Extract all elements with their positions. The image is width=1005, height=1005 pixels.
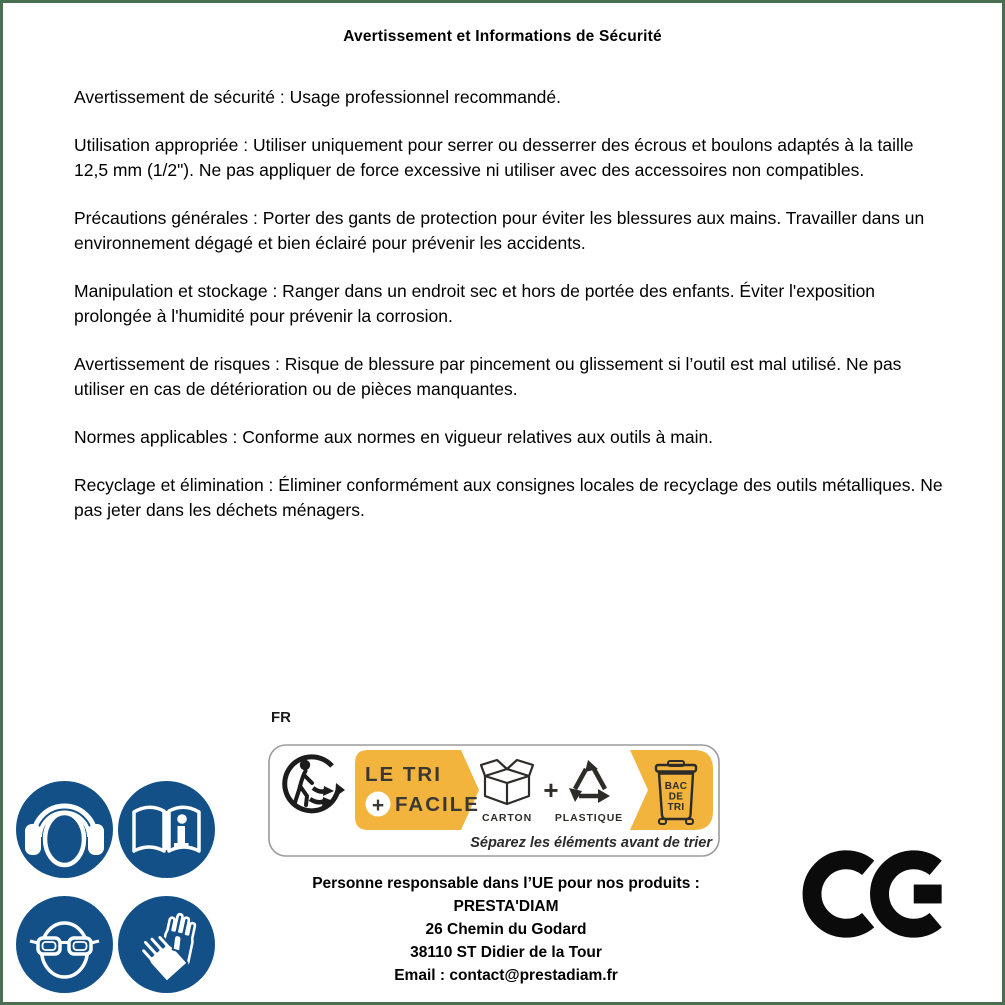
wear-eye-protection-icon xyxy=(16,896,113,993)
info-tri-recycling-label xyxy=(268,744,720,857)
safety-paragraph: Normes applicables : Conforme aux normes en vigueur relatives aux outils à main. xyxy=(74,427,714,447)
email-line: Email : contact@prestadiam.fr xyxy=(394,967,618,984)
address-line: 26 Chemin du Godard xyxy=(425,921,587,938)
responsible-person-block xyxy=(256,872,756,987)
sorting-instruction: Séparez les éléments avant de trier xyxy=(470,835,712,851)
safety-paragraph: Avertissement de risques : Risque de blessure par pincement ou glissement si l’outil est mal utilisé. Ne pas utiliser en cas de détérioration ou de pièces manquantes. xyxy=(74,354,902,399)
carton-label: CARTON xyxy=(481,812,533,824)
country-code-label: FR xyxy=(271,709,291,726)
tri-facile-headline-top: LE TRI xyxy=(365,763,442,786)
safety-paragraphs xyxy=(74,85,952,546)
bin-text-line: TRI xyxy=(667,802,685,813)
safety-paragraph: Avertissement de sécurité : Usage professionnel recommandé. xyxy=(74,87,562,107)
mandatory-pictograms xyxy=(14,779,217,995)
tri-facile-headline-bottom: FACILE xyxy=(395,793,480,816)
wear-ear-protection-icon xyxy=(16,781,113,878)
read-instruction-manual-icon xyxy=(118,781,215,878)
address-line: 38110 ST Didier de la Tour xyxy=(410,944,602,961)
bin-text-line: BAC xyxy=(664,781,688,792)
responsible-line: Personne responsable dans l’UE pour nos produits : xyxy=(312,875,700,892)
wear-protective-gloves-icon xyxy=(118,896,215,993)
plus-sign: + xyxy=(371,794,385,817)
safety-paragraph: Manipulation et stockage : Ranger dans un endroit sec et hors de portée des enfants. Éviter l'exposition prolongée à l'humidité pour prévenir la corrosion. xyxy=(74,281,876,326)
plastique-label: PLASTIQUE xyxy=(554,812,624,824)
company-name: PRESTA'DIAM xyxy=(453,898,559,915)
page-title: Avertissement et Informations de Sécurité xyxy=(343,28,662,45)
safety-paragraph: Précautions générales : Porter des gants de protection pour éviter les blessures aux mains. Travailler dans un environnement dégagé et bien éclairé pour prévenir les accidents. xyxy=(74,208,925,253)
bin-text-line: DE xyxy=(668,791,684,803)
tri-facile-badge xyxy=(355,750,479,830)
materials-plus-sign: + xyxy=(543,775,559,805)
safety-paragraph: Utilisation appropriée : Utiliser uniquement pour serrer ou desserrer des écrous et boulons adaptés à la taille 12,5 mm (1/2"). Ne pas appliquer de force excessive ni utiliser avec des accessoires non compatibles. xyxy=(74,135,914,180)
safety-paragraph: Recyclage et élimination : Éliminer conformément aux consignes locales de recyclage des outils métalliques. Ne pas jeter dans les déchets ménagers. xyxy=(74,475,943,520)
ce-logo xyxy=(801,849,959,939)
